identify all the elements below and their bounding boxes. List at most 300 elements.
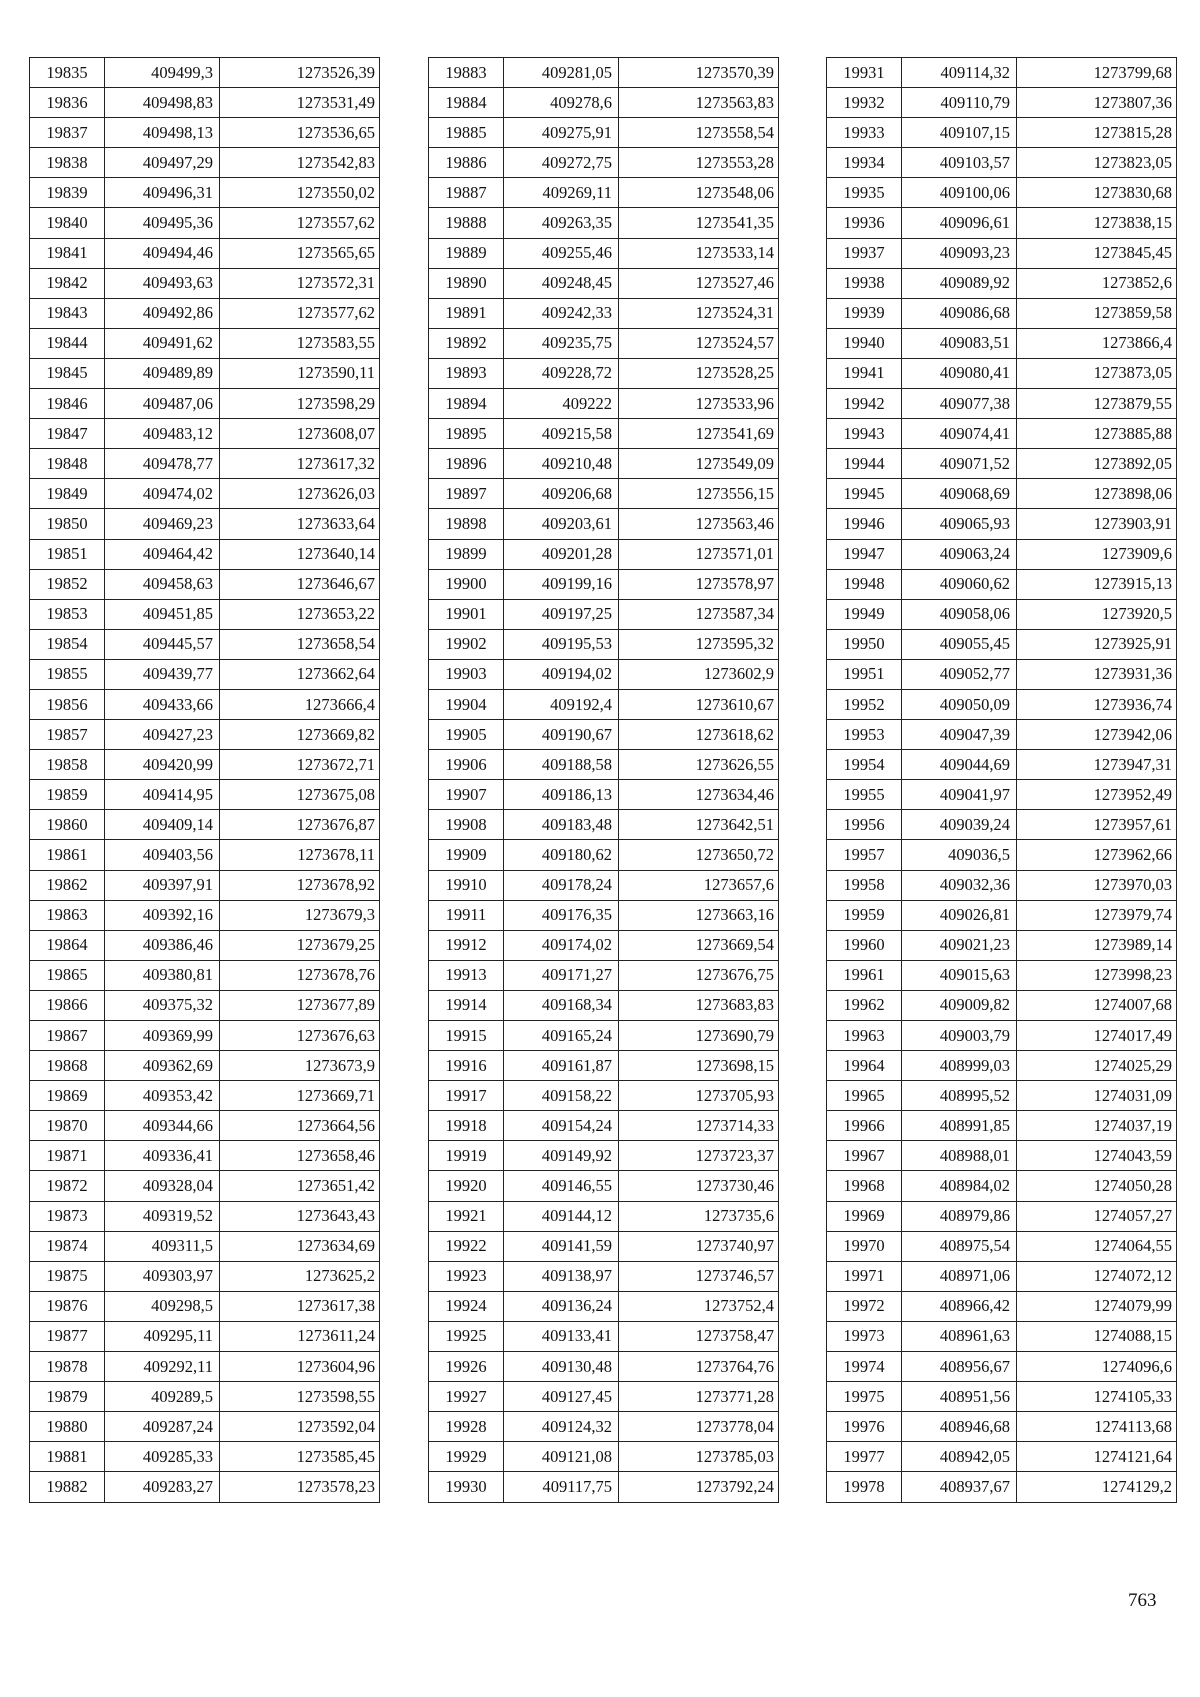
point-number-cell: 19971 <box>827 1261 902 1291</box>
point-number-cell: 19900 <box>429 569 504 599</box>
point-number-cell: 19930 <box>429 1472 504 1502</box>
x-coordinate-cell: 409487,06 <box>105 389 220 419</box>
y-coordinate-cell: 1273531,49 <box>220 88 380 118</box>
point-number-cell: 19922 <box>429 1231 504 1261</box>
x-coordinate-cell: 409445,57 <box>105 629 220 659</box>
table-row <box>429 1412 779 1442</box>
x-coordinate-cell: 409483,12 <box>105 419 220 449</box>
y-coordinate-cell: 1274025,29 <box>1017 1051 1177 1081</box>
table-row <box>827 1141 1177 1171</box>
y-coordinate-cell: 1274064,55 <box>1017 1231 1177 1261</box>
table-row <box>827 298 1177 328</box>
y-coordinate-cell: 1273634,69 <box>220 1231 380 1261</box>
point-number-cell: 19838 <box>30 148 105 178</box>
point-number-cell: 19886 <box>429 148 504 178</box>
point-number-cell: 19879 <box>30 1382 105 1412</box>
point-number-cell: 19920 <box>429 1171 504 1201</box>
point-number-cell: 19898 <box>429 509 504 539</box>
y-coordinate-cell: 1273807,36 <box>1017 88 1177 118</box>
y-coordinate-cell: 1273669,82 <box>220 720 380 750</box>
y-coordinate-cell: 1273663,16 <box>619 900 779 930</box>
table-row <box>827 1111 1177 1141</box>
x-coordinate-cell: 409003,79 <box>902 1021 1017 1051</box>
table-row <box>827 750 1177 780</box>
x-coordinate-cell: 409469,23 <box>105 509 220 539</box>
point-number-cell: 19856 <box>30 689 105 719</box>
x-coordinate-cell: 409039,24 <box>902 810 1017 840</box>
table-row <box>429 58 779 88</box>
table-row <box>429 1321 779 1351</box>
x-coordinate-cell: 409353,42 <box>105 1081 220 1111</box>
y-coordinate-cell: 1273714,33 <box>619 1111 779 1141</box>
table-row <box>827 449 1177 479</box>
point-number-cell: 19865 <box>30 960 105 990</box>
y-coordinate-cell: 1273852,6 <box>1017 268 1177 298</box>
y-coordinate-cell: 1273942,06 <box>1017 720 1177 750</box>
point-number-cell: 19904 <box>429 689 504 719</box>
x-coordinate-cell: 409136,24 <box>504 1291 619 1321</box>
table-row <box>827 1442 1177 1472</box>
point-number-cell: 19836 <box>30 88 105 118</box>
y-coordinate-cell: 1273690,79 <box>619 1021 779 1051</box>
table-row <box>429 659 779 689</box>
x-coordinate-cell: 409203,61 <box>504 509 619 539</box>
point-number-cell: 19924 <box>429 1291 504 1321</box>
table-row <box>827 960 1177 990</box>
table-row <box>30 389 380 419</box>
x-coordinate-cell: 408991,85 <box>902 1111 1017 1141</box>
table-row <box>429 238 779 268</box>
table-row <box>827 1472 1177 1502</box>
table-row <box>30 1291 380 1321</box>
x-coordinate-cell: 409117,75 <box>504 1472 619 1502</box>
y-coordinate-cell: 1274050,28 <box>1017 1171 1177 1201</box>
y-coordinate-cell: 1274043,59 <box>1017 1141 1177 1171</box>
y-coordinate-cell: 1273557,62 <box>220 208 380 238</box>
x-coordinate-cell: 409133,41 <box>504 1321 619 1351</box>
point-number-cell: 19960 <box>827 930 902 960</box>
table-row <box>30 268 380 298</box>
x-coordinate-cell: 409186,13 <box>504 780 619 810</box>
point-number-cell: 19938 <box>827 268 902 298</box>
table-row <box>827 1321 1177 1351</box>
x-coordinate-cell: 409499,3 <box>105 58 220 88</box>
table-row <box>429 1442 779 1472</box>
y-coordinate-cell: 1273590,11 <box>220 358 380 388</box>
point-number-cell: 19875 <box>30 1261 105 1291</box>
y-coordinate-cell: 1273563,46 <box>619 509 779 539</box>
table-row <box>429 599 779 629</box>
table-row <box>30 88 380 118</box>
point-number-cell: 19882 <box>30 1472 105 1502</box>
point-number-cell: 19928 <box>429 1412 504 1442</box>
y-coordinate-cell: 1273785,03 <box>619 1442 779 1472</box>
y-coordinate-cell: 1273558,54 <box>619 118 779 148</box>
table-row <box>429 1382 779 1412</box>
x-coordinate-cell: 409065,93 <box>902 509 1017 539</box>
point-number-cell: 19885 <box>429 118 504 148</box>
point-number-cell: 19862 <box>30 870 105 900</box>
x-coordinate-cell: 409121,08 <box>504 1442 619 1472</box>
y-coordinate-cell: 1273550,02 <box>220 178 380 208</box>
y-coordinate-cell: 1273666,4 <box>220 689 380 719</box>
x-coordinate-cell: 409285,33 <box>105 1442 220 1472</box>
table-row <box>30 178 380 208</box>
table-row <box>30 449 380 479</box>
point-number-cell: 19901 <box>429 599 504 629</box>
table-row <box>429 268 779 298</box>
table-row <box>30 208 380 238</box>
y-coordinate-cell: 1273676,75 <box>619 960 779 990</box>
y-coordinate-cell: 1273650,72 <box>619 840 779 870</box>
table-row <box>30 148 380 178</box>
y-coordinate-cell: 1273585,45 <box>220 1442 380 1472</box>
point-number-cell: 19957 <box>827 840 902 870</box>
x-coordinate-cell: 409107,15 <box>902 118 1017 148</box>
x-coordinate-cell: 409491,62 <box>105 328 220 358</box>
y-coordinate-cell: 1273885,88 <box>1017 419 1177 449</box>
table-row <box>429 539 779 569</box>
table-row <box>827 900 1177 930</box>
table-row <box>827 1291 1177 1321</box>
y-coordinate-cell: 1273879,55 <box>1017 389 1177 419</box>
x-coordinate-cell: 409498,83 <box>105 88 220 118</box>
point-number-cell: 19956 <box>827 810 902 840</box>
x-coordinate-cell: 409083,51 <box>902 328 1017 358</box>
table-row <box>429 990 779 1020</box>
x-coordinate-cell: 409464,42 <box>105 539 220 569</box>
x-coordinate-cell: 409478,77 <box>105 449 220 479</box>
x-coordinate-cell: 409086,68 <box>902 298 1017 328</box>
table-row <box>30 1021 380 1051</box>
point-number-cell: 19844 <box>30 328 105 358</box>
point-number-cell: 19874 <box>30 1231 105 1261</box>
y-coordinate-cell: 1273577,62 <box>220 298 380 328</box>
table-row <box>429 900 779 930</box>
point-number-cell: 19877 <box>30 1321 105 1351</box>
point-number-cell: 19859 <box>30 780 105 810</box>
y-coordinate-cell: 1273678,92 <box>220 870 380 900</box>
y-coordinate-cell: 1273541,69 <box>619 419 779 449</box>
x-coordinate-cell: 409311,5 <box>105 1231 220 1261</box>
y-coordinate-cell: 1273669,54 <box>619 930 779 960</box>
x-coordinate-cell: 409283,27 <box>105 1472 220 1502</box>
point-number-cell: 19972 <box>827 1291 902 1321</box>
y-coordinate-cell: 1273583,55 <box>220 328 380 358</box>
x-coordinate-cell: 409009,82 <box>902 990 1017 1020</box>
table-row <box>30 118 380 148</box>
table-row <box>827 1261 1177 1291</box>
y-coordinate-cell: 1273799,68 <box>1017 58 1177 88</box>
x-coordinate-cell: 409144,12 <box>504 1201 619 1231</box>
table-row <box>429 1352 779 1382</box>
y-coordinate-cell: 1273541,35 <box>619 208 779 238</box>
x-coordinate-cell: 409409,14 <box>105 810 220 840</box>
x-coordinate-cell: 409287,24 <box>105 1412 220 1442</box>
x-coordinate-cell: 409495,36 <box>105 208 220 238</box>
y-coordinate-cell: 1273705,93 <box>619 1081 779 1111</box>
point-number-cell: 19897 <box>429 479 504 509</box>
point-number-cell: 19959 <box>827 900 902 930</box>
point-number-cell: 19835 <box>30 58 105 88</box>
coordinate-table-middle <box>428 57 779 1503</box>
table-row <box>30 900 380 930</box>
point-number-cell: 19863 <box>30 900 105 930</box>
point-number-cell: 19845 <box>30 358 105 388</box>
point-number-cell: 19954 <box>827 750 902 780</box>
table-row <box>827 659 1177 689</box>
point-number-cell: 19926 <box>429 1352 504 1382</box>
x-coordinate-cell: 409114,32 <box>902 58 1017 88</box>
x-coordinate-cell: 409138,97 <box>504 1261 619 1291</box>
table-row <box>429 1231 779 1261</box>
y-coordinate-cell: 1273633,64 <box>220 509 380 539</box>
y-coordinate-cell: 1273595,32 <box>619 629 779 659</box>
x-coordinate-cell: 409055,45 <box>902 629 1017 659</box>
y-coordinate-cell: 1273610,67 <box>619 689 779 719</box>
point-number-cell: 19948 <box>827 569 902 599</box>
x-coordinate-cell: 409060,62 <box>902 569 1017 599</box>
x-coordinate-cell: 408961,63 <box>902 1321 1017 1351</box>
point-number-cell: 19853 <box>30 599 105 629</box>
point-number-cell: 19941 <box>827 358 902 388</box>
table-row <box>429 629 779 659</box>
y-coordinate-cell: 1273640,14 <box>220 539 380 569</box>
y-coordinate-cell: 1273598,55 <box>220 1382 380 1412</box>
point-number-cell: 19951 <box>827 659 902 689</box>
x-coordinate-cell: 409375,32 <box>105 990 220 1020</box>
table-row <box>827 1201 1177 1231</box>
table-row <box>827 780 1177 810</box>
point-number-cell: 19918 <box>429 1111 504 1141</box>
point-number-cell: 19840 <box>30 208 105 238</box>
point-number-cell: 19855 <box>30 659 105 689</box>
x-coordinate-cell: 409496,31 <box>105 178 220 208</box>
y-coordinate-cell: 1273527,46 <box>619 268 779 298</box>
table-row <box>30 629 380 659</box>
x-coordinate-cell: 409176,35 <box>504 900 619 930</box>
y-coordinate-cell: 1273625,2 <box>220 1261 380 1291</box>
y-coordinate-cell: 1273578,97 <box>619 569 779 599</box>
point-number-cell: 19905 <box>429 720 504 750</box>
table-row <box>30 870 380 900</box>
y-coordinate-cell: 1273952,49 <box>1017 780 1177 810</box>
y-coordinate-cell: 1273526,39 <box>220 58 380 88</box>
x-coordinate-cell: 409174,02 <box>504 930 619 960</box>
y-coordinate-cell: 1273657,6 <box>619 870 779 900</box>
x-coordinate-cell: 409096,61 <box>902 208 1017 238</box>
point-number-cell: 19843 <box>30 298 105 328</box>
y-coordinate-cell: 1273947,31 <box>1017 750 1177 780</box>
point-number-cell: 19963 <box>827 1021 902 1051</box>
x-coordinate-cell: 409100,06 <box>902 178 1017 208</box>
x-coordinate-cell: 409089,92 <box>902 268 1017 298</box>
coordinate-table-right <box>826 57 1177 1503</box>
table-row <box>827 1231 1177 1261</box>
x-coordinate-cell: 409052,77 <box>902 659 1017 689</box>
y-coordinate-cell: 1273658,54 <box>220 629 380 659</box>
table-row <box>827 268 1177 298</box>
x-coordinate-cell: 408995,52 <box>902 1081 1017 1111</box>
point-number-cell: 19943 <box>827 419 902 449</box>
table-row <box>30 1201 380 1231</box>
x-coordinate-cell: 409278,6 <box>504 88 619 118</box>
y-coordinate-cell: 1273746,57 <box>619 1261 779 1291</box>
y-coordinate-cell: 1273838,15 <box>1017 208 1177 238</box>
table-row <box>30 1051 380 1081</box>
table-row <box>30 720 380 750</box>
table-row <box>429 780 779 810</box>
point-number-cell: 19873 <box>30 1201 105 1231</box>
table-row <box>429 930 779 960</box>
point-number-cell: 19854 <box>30 629 105 659</box>
point-number-cell: 19915 <box>429 1021 504 1051</box>
y-coordinate-cell: 1273675,08 <box>220 780 380 810</box>
table-row <box>30 840 380 870</box>
y-coordinate-cell: 1273677,89 <box>220 990 380 1020</box>
table-row <box>30 599 380 629</box>
table-row <box>429 1472 779 1502</box>
point-number-cell: 19940 <box>827 328 902 358</box>
table-row <box>429 358 779 388</box>
x-coordinate-cell: 409171,27 <box>504 960 619 990</box>
table-row <box>30 1412 380 1442</box>
table-row <box>30 539 380 569</box>
y-coordinate-cell: 1273764,76 <box>619 1352 779 1382</box>
y-coordinate-cell: 1273931,36 <box>1017 659 1177 689</box>
x-coordinate-cell: 409050,09 <box>902 689 1017 719</box>
point-number-cell: 19946 <box>827 509 902 539</box>
y-coordinate-cell: 1273626,03 <box>220 479 380 509</box>
y-coordinate-cell: 1273845,45 <box>1017 238 1177 268</box>
table-row <box>429 1261 779 1291</box>
y-coordinate-cell: 1273678,11 <box>220 840 380 870</box>
point-number-cell: 19887 <box>429 178 504 208</box>
x-coordinate-cell: 409206,68 <box>504 479 619 509</box>
table-row <box>429 118 779 148</box>
point-number-cell: 19842 <box>30 268 105 298</box>
coordinate-table-left <box>29 57 380 1503</box>
table-row <box>827 599 1177 629</box>
x-coordinate-cell: 409328,04 <box>105 1171 220 1201</box>
x-coordinate-cell: 409433,66 <box>105 689 220 719</box>
point-number-cell: 19852 <box>30 569 105 599</box>
x-coordinate-cell: 408942,05 <box>902 1442 1017 1472</box>
point-number-cell: 19914 <box>429 990 504 1020</box>
y-coordinate-cell: 1273604,96 <box>220 1352 380 1382</box>
y-coordinate-cell: 1273859,58 <box>1017 298 1177 328</box>
y-coordinate-cell: 1273572,31 <box>220 268 380 298</box>
x-coordinate-cell: 409215,58 <box>504 419 619 449</box>
point-number-cell: 19888 <box>429 208 504 238</box>
x-coordinate-cell: 409194,02 <box>504 659 619 689</box>
point-number-cell: 19955 <box>827 780 902 810</box>
point-number-cell: 19871 <box>30 1141 105 1171</box>
point-number-cell: 19947 <box>827 539 902 569</box>
point-number-cell: 19864 <box>30 930 105 960</box>
table-row <box>827 870 1177 900</box>
x-coordinate-cell: 409210,48 <box>504 449 619 479</box>
table-row <box>827 1382 1177 1412</box>
point-number-cell: 19902 <box>429 629 504 659</box>
x-coordinate-cell: 409158,22 <box>504 1081 619 1111</box>
y-coordinate-cell: 1273979,74 <box>1017 900 1177 930</box>
x-coordinate-cell: 409190,67 <box>504 720 619 750</box>
x-coordinate-cell: 409255,46 <box>504 238 619 268</box>
x-coordinate-cell: 409036,5 <box>902 840 1017 870</box>
x-coordinate-cell: 409289,5 <box>105 1382 220 1412</box>
table-row <box>827 58 1177 88</box>
point-number-cell: 19944 <box>827 449 902 479</box>
x-coordinate-cell: 409165,24 <box>504 1021 619 1051</box>
point-number-cell: 19945 <box>827 479 902 509</box>
x-coordinate-cell: 409369,99 <box>105 1021 220 1051</box>
point-number-cell: 19969 <box>827 1201 902 1231</box>
y-coordinate-cell: 1274129,2 <box>1017 1472 1177 1502</box>
point-number-cell: 19899 <box>429 539 504 569</box>
point-number-cell: 19961 <box>827 960 902 990</box>
table-row <box>827 930 1177 960</box>
table-row <box>429 419 779 449</box>
y-coordinate-cell: 1273778,04 <box>619 1412 779 1442</box>
table-row <box>429 960 779 990</box>
point-number-cell: 19974 <box>827 1352 902 1382</box>
table-row <box>30 328 380 358</box>
table-row <box>30 509 380 539</box>
table-row <box>827 148 1177 178</box>
page-number: 763 <box>1128 1590 1157 1611</box>
table-row <box>30 990 380 1020</box>
y-coordinate-cell: 1273669,71 <box>220 1081 380 1111</box>
point-number-cell: 19896 <box>429 449 504 479</box>
x-coordinate-cell: 409295,11 <box>105 1321 220 1351</box>
table-row <box>30 1081 380 1111</box>
y-coordinate-cell: 1274057,27 <box>1017 1201 1177 1231</box>
x-coordinate-cell: 409180,62 <box>504 840 619 870</box>
y-coordinate-cell: 1273617,32 <box>220 449 380 479</box>
point-number-cell: 19919 <box>429 1141 504 1171</box>
table-row <box>827 479 1177 509</box>
y-coordinate-cell: 1273617,38 <box>220 1291 380 1321</box>
y-coordinate-cell: 1273866,4 <box>1017 328 1177 358</box>
table-row <box>429 1201 779 1231</box>
y-coordinate-cell: 1273989,14 <box>1017 930 1177 960</box>
y-coordinate-cell: 1273618,62 <box>619 720 779 750</box>
x-coordinate-cell: 409474,02 <box>105 479 220 509</box>
point-number-cell: 19839 <box>30 178 105 208</box>
point-number-cell: 19934 <box>827 148 902 178</box>
point-number-cell: 19931 <box>827 58 902 88</box>
x-coordinate-cell: 409242,33 <box>504 298 619 328</box>
x-coordinate-cell: 409222 <box>504 389 619 419</box>
point-number-cell: 19867 <box>30 1021 105 1051</box>
y-coordinate-cell: 1273771,28 <box>619 1382 779 1412</box>
point-number-cell: 19846 <box>30 389 105 419</box>
y-coordinate-cell: 1273970,03 <box>1017 870 1177 900</box>
x-coordinate-cell: 409275,91 <box>504 118 619 148</box>
y-coordinate-cell: 1273830,68 <box>1017 178 1177 208</box>
x-coordinate-cell: 409063,24 <box>902 539 1017 569</box>
table-row <box>30 1111 380 1141</box>
x-coordinate-cell: 409077,38 <box>902 389 1017 419</box>
point-number-cell: 19851 <box>30 539 105 569</box>
y-coordinate-cell: 1273542,83 <box>220 148 380 178</box>
y-coordinate-cell: 1274079,99 <box>1017 1291 1177 1321</box>
y-coordinate-cell: 1273642,51 <box>619 810 779 840</box>
y-coordinate-cell: 1273553,28 <box>619 148 779 178</box>
table-row <box>429 509 779 539</box>
y-coordinate-cell: 1273556,15 <box>619 479 779 509</box>
